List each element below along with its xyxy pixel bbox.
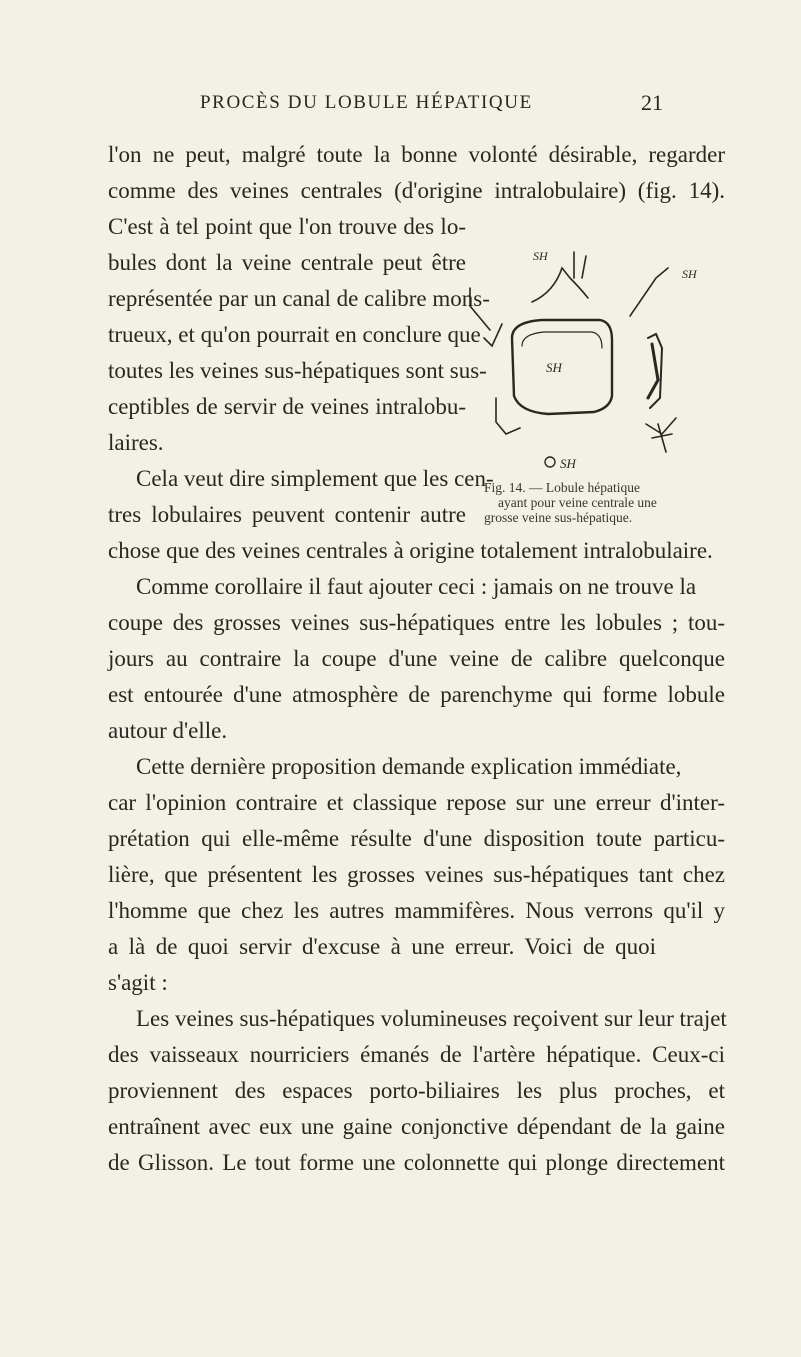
text-line: autour d'elle. xyxy=(108,718,228,743)
text-line: car l'opinion contraire et classique repose sur une erreur d'inter- xyxy=(108,790,725,815)
caption-line: grosse veine sus-hépatique. xyxy=(484,510,633,525)
text-line: Cette dernière proposition demande explication immédiate, xyxy=(136,754,682,779)
figure-vessel-top-stroke xyxy=(574,252,586,278)
running-title: PROCÈS DU LOBULE HÉPATIQUE xyxy=(200,92,533,113)
caption-line: Fig. 14. — Lobule hépatique xyxy=(484,480,640,495)
figure-vessel-right-shade xyxy=(648,344,658,398)
text-line: représentée par un canal de calibre mons- xyxy=(108,286,490,311)
text-line: jours au contraire la coupe d'une veine de calibre quelconque xyxy=(108,646,725,671)
figure-marker xyxy=(545,457,555,467)
figure-vessel-top-right xyxy=(630,268,668,316)
text-line: chose que des veines centrales à origine totalement intralobulaire. xyxy=(108,538,713,563)
figure-vessel-top xyxy=(532,268,588,302)
text-line: a là de quoi servir d'excuse à une erreur. Voici de quoi xyxy=(108,934,656,959)
page-header xyxy=(0,92,801,120)
text-line: comme des veines centrales (d'origine intralobulaire) (fig. 14). xyxy=(108,178,725,203)
text-line: s'agit : xyxy=(108,970,168,995)
caption-line: ayant pour veine centrale une xyxy=(498,495,657,510)
text-line: coupe des grosses veines sus-hépatiques entre les lobules ; tou- xyxy=(108,610,725,635)
text-line: prétation qui elle-même résulte d'une disposition toute particu- xyxy=(108,826,725,851)
figure-vessel-lower-left xyxy=(496,398,520,434)
text-line: laires. xyxy=(108,430,164,455)
text-line: de Glisson. Le tout forme une colonnette qui plonge directement xyxy=(108,1150,725,1175)
text-line: C'est à tel point que l'on trouve des lo- xyxy=(108,214,466,239)
figure-vessel-top-left-branch xyxy=(484,324,502,346)
text-line: Les veines sus-hépatiques volumineuses reçoivent sur leur trajet xyxy=(136,1006,727,1031)
text-line: ceptibles de servir de veines intralobu- xyxy=(108,394,466,419)
figure-label-top-right: SH xyxy=(682,267,697,281)
figure-label-top: SH xyxy=(533,249,548,263)
lobule-figure xyxy=(462,248,717,483)
text-line: tres lobulaires peuvent contenir autre xyxy=(108,502,466,527)
figure-vessel-lower-right xyxy=(646,418,676,452)
text-line: Cela veut dire simplement que les cen- xyxy=(136,466,494,491)
text-line: entraînent avec eux une gaine conjonctive dépendant de la gaine xyxy=(108,1114,725,1139)
text-line: des vaisseaux nourriciers émanés de l'artère hépatique. Ceux-ci xyxy=(108,1042,725,1067)
figure-central-vein-inner xyxy=(522,332,602,348)
figure-vessel-top-left xyxy=(470,288,490,330)
text-line: proviennent des espaces porto-biliaires les plus proches, et xyxy=(108,1078,725,1103)
text-line: lière, que présentent les grosses veines sus-hépatiques tant chez xyxy=(108,862,725,887)
text-line: bules dont la veine centrale peut être xyxy=(108,250,466,275)
text-line: toutes les veines sus-hépatiques sont sus- xyxy=(108,358,487,383)
text-line: l'on ne peut, malgré toute la bonne volonté désirable, regarder xyxy=(108,142,725,167)
text-line: trueux, et qu'on pourrait en conclure que xyxy=(108,322,481,347)
figure-caption xyxy=(484,480,724,525)
page-number: 21 xyxy=(641,90,663,115)
figure-label-center: SH xyxy=(546,360,562,375)
figure-label-bottom: SH xyxy=(560,456,576,471)
text-line: Comme corollaire il faut ajouter ceci : jamais on ne trouve la xyxy=(136,574,697,599)
text-line: l'homme que chez les autres mammifères. Nous verrons qu'il y xyxy=(108,898,725,923)
text-line: est entourée d'une atmosphère de parenchyme qui forme lobule xyxy=(108,682,725,707)
